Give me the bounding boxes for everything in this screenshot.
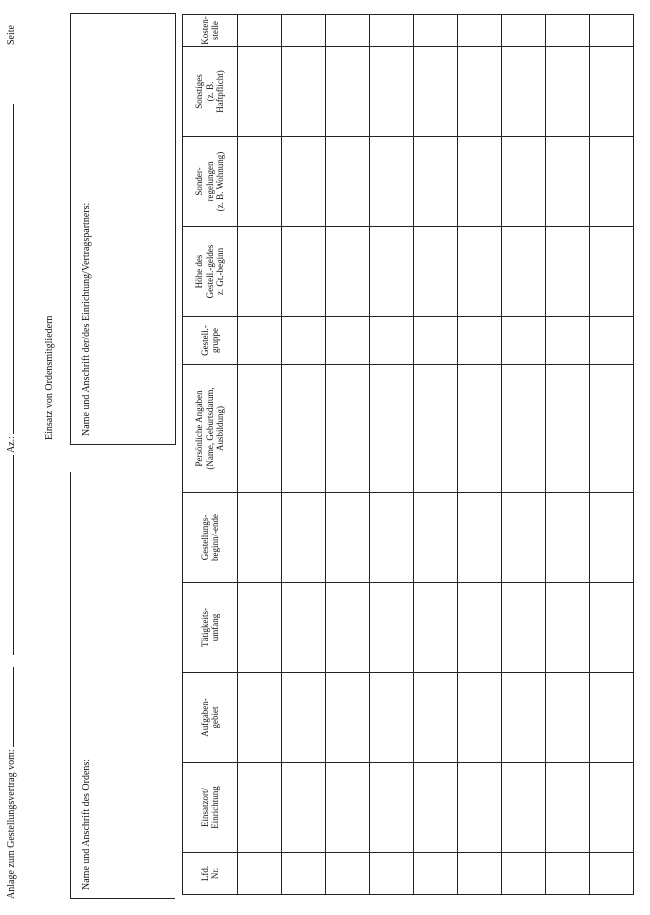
table-cell[interactable]	[282, 137, 326, 227]
table-row	[326, 15, 370, 895]
header	[6, 0, 26, 915]
column-header: Aufgaben- gebiet	[183, 673, 238, 763]
column-header: Gestell.- gruppe	[183, 317, 238, 365]
table-cell[interactable]	[414, 137, 458, 227]
table-cell[interactable]	[238, 493, 282, 583]
column-header: Einsatzort/ Einrichtung	[183, 763, 238, 853]
table-cell[interactable]	[414, 583, 458, 673]
table-cell[interactable]	[502, 493, 546, 583]
table-cell[interactable]	[414, 763, 458, 853]
table-cell[interactable]	[370, 47, 414, 137]
table-cell[interactable]	[282, 47, 326, 137]
table-cell[interactable]	[546, 493, 590, 583]
table-cell[interactable]	[370, 137, 414, 227]
table-cell[interactable]	[502, 47, 546, 137]
orden-box[interactable]	[70, 472, 175, 899]
table-cell[interactable]	[546, 317, 590, 365]
einrichtung-box[interactable]	[70, 13, 176, 445]
table-cell[interactable]	[238, 365, 282, 493]
table-cell[interactable]	[590, 763, 634, 853]
table-cell[interactable]	[546, 137, 590, 227]
table-cell[interactable]	[414, 227, 458, 317]
column-header: Kosten- stelle	[183, 15, 238, 47]
table-cell[interactable]	[502, 763, 546, 853]
table-cell[interactable]	[414, 47, 458, 137]
table-cell[interactable]	[458, 763, 502, 853]
table-cell[interactable]	[590, 137, 634, 227]
column-header: Höhe des Gestell.-geldes z. Gt.-beginn	[183, 227, 238, 317]
table-cell[interactable]	[590, 317, 634, 365]
table-cell[interactable]	[326, 673, 370, 763]
table-cell[interactable]	[458, 47, 502, 137]
table-cell[interactable]	[326, 763, 370, 853]
table-cell[interactable]	[370, 853, 414, 895]
table-cell[interactable]	[502, 673, 546, 763]
table-cell[interactable]	[590, 853, 634, 895]
table-cell[interactable]	[326, 317, 370, 365]
table-cell[interactable]	[238, 673, 282, 763]
table-cell[interactable]	[546, 673, 590, 763]
table-cell[interactable]	[370, 673, 414, 763]
contract-date-label: Anlage zum Gestellungsvertrag vom:	[6, 667, 17, 899]
table-cell[interactable]	[458, 493, 502, 583]
table-cell[interactable]	[370, 583, 414, 673]
table-cell[interactable]	[326, 137, 370, 227]
einrichtung-label: Name und Anschrift der/des Einrichtung/Vertragspartners:	[81, 202, 92, 436]
table-cell[interactable]	[414, 365, 458, 493]
table-cell[interactable]	[370, 493, 414, 583]
table-cell[interactable]	[282, 493, 326, 583]
table-cell[interactable]	[326, 853, 370, 895]
table-cell[interactable]	[458, 137, 502, 227]
column-header: Gestellungs- beginn/-ende	[183, 493, 238, 583]
table-cell[interactable]	[238, 763, 282, 853]
table-row	[238, 15, 282, 895]
table-cell[interactable]	[326, 47, 370, 137]
table-row	[414, 15, 458, 895]
table-cell[interactable]	[238, 583, 282, 673]
table-cell[interactable]	[590, 15, 634, 47]
table-cell[interactable]	[546, 15, 590, 47]
table-cell[interactable]	[370, 365, 414, 493]
table-cell[interactable]	[546, 853, 590, 895]
az-field[interactable]	[13, 104, 14, 434]
seite-label: Seite	[6, 25, 17, 45]
table-cell[interactable]	[502, 227, 546, 317]
column-header: Sonstiges (z. B. Haftpflicht)	[183, 47, 238, 137]
table-cell[interactable]	[546, 47, 590, 137]
table-cell[interactable]	[590, 47, 634, 137]
table-cell[interactable]	[238, 137, 282, 227]
table-cell[interactable]	[414, 317, 458, 365]
table-cell[interactable]	[590, 583, 634, 673]
table-cell[interactable]	[458, 673, 502, 763]
column-header: Lfd. Nr.	[183, 853, 238, 895]
table-cell[interactable]	[502, 853, 546, 895]
table-cell[interactable]	[458, 853, 502, 895]
table-row	[590, 15, 634, 895]
table-cell[interactable]	[590, 493, 634, 583]
contract-date-field[interactable]	[13, 667, 14, 747]
column-header: Persönliche Angaben (Name, Geburtsdatum, Ausbildung)	[183, 365, 238, 493]
table-row	[458, 15, 502, 895]
table-cell[interactable]	[238, 47, 282, 137]
assignment-table	[182, 14, 634, 895]
form-subtitle: Einsatz von Ordensmitgliedern	[44, 315, 55, 440]
table-cell[interactable]	[458, 227, 502, 317]
table-cell[interactable]	[502, 365, 546, 493]
table-cell[interactable]	[238, 227, 282, 317]
column-header: Sonder- regelungen (z. B. Wohnung)	[183, 137, 238, 227]
table-cell[interactable]	[590, 227, 634, 317]
table-cell[interactable]	[414, 493, 458, 583]
table-cell[interactable]	[502, 317, 546, 365]
az-field-left[interactable]	[13, 455, 14, 655]
table-row	[282, 15, 326, 895]
table-cell[interactable]	[546, 763, 590, 853]
table-cell[interactable]	[458, 365, 502, 493]
table-cell[interactable]	[546, 227, 590, 317]
table-row	[370, 15, 414, 895]
table-cell[interactable]	[370, 317, 414, 365]
table-cell[interactable]	[282, 15, 326, 47]
table-cell[interactable]	[238, 853, 282, 895]
table-cell[interactable]	[590, 365, 634, 493]
table-cell[interactable]	[546, 583, 590, 673]
table-cell[interactable]	[326, 365, 370, 493]
table-cell[interactable]	[458, 317, 502, 365]
table-cell[interactable]	[414, 15, 458, 47]
table-cell[interactable]	[326, 583, 370, 673]
table-cell[interactable]	[502, 15, 546, 47]
table-header-row	[183, 15, 238, 895]
table-cell[interactable]	[238, 317, 282, 365]
table-cell[interactable]	[326, 227, 370, 317]
table-cell[interactable]	[282, 853, 326, 895]
table-cell[interactable]	[414, 853, 458, 895]
table-cell[interactable]	[282, 583, 326, 673]
table-row	[502, 15, 546, 895]
table-cell[interactable]	[326, 15, 370, 47]
table-cell[interactable]	[370, 763, 414, 853]
column-header: Tätigkeits- umfang	[183, 583, 238, 673]
table-cell[interactable]	[546, 365, 590, 493]
table-cell[interactable]	[282, 227, 326, 317]
table-cell[interactable]	[502, 583, 546, 673]
table-cell[interactable]	[282, 763, 326, 853]
table-body	[238, 15, 634, 895]
az-label-group: Az.:	[6, 104, 17, 655]
table-row	[546, 15, 590, 895]
table-cell[interactable]	[414, 673, 458, 763]
orden-label: Name und Anschrift des Ordens:	[81, 758, 92, 890]
table-cell[interactable]	[458, 15, 502, 47]
table-cell[interactable]	[282, 673, 326, 763]
table-cell[interactable]	[458, 583, 502, 673]
table-cell[interactable]	[590, 673, 634, 763]
table-cell[interactable]	[502, 137, 546, 227]
table-cell[interactable]	[326, 493, 370, 583]
table-cell[interactable]	[238, 15, 282, 47]
table-cell[interactable]	[282, 365, 326, 493]
table-cell[interactable]	[370, 227, 414, 317]
table-cell[interactable]	[370, 15, 414, 47]
table-cell[interactable]	[282, 317, 326, 365]
